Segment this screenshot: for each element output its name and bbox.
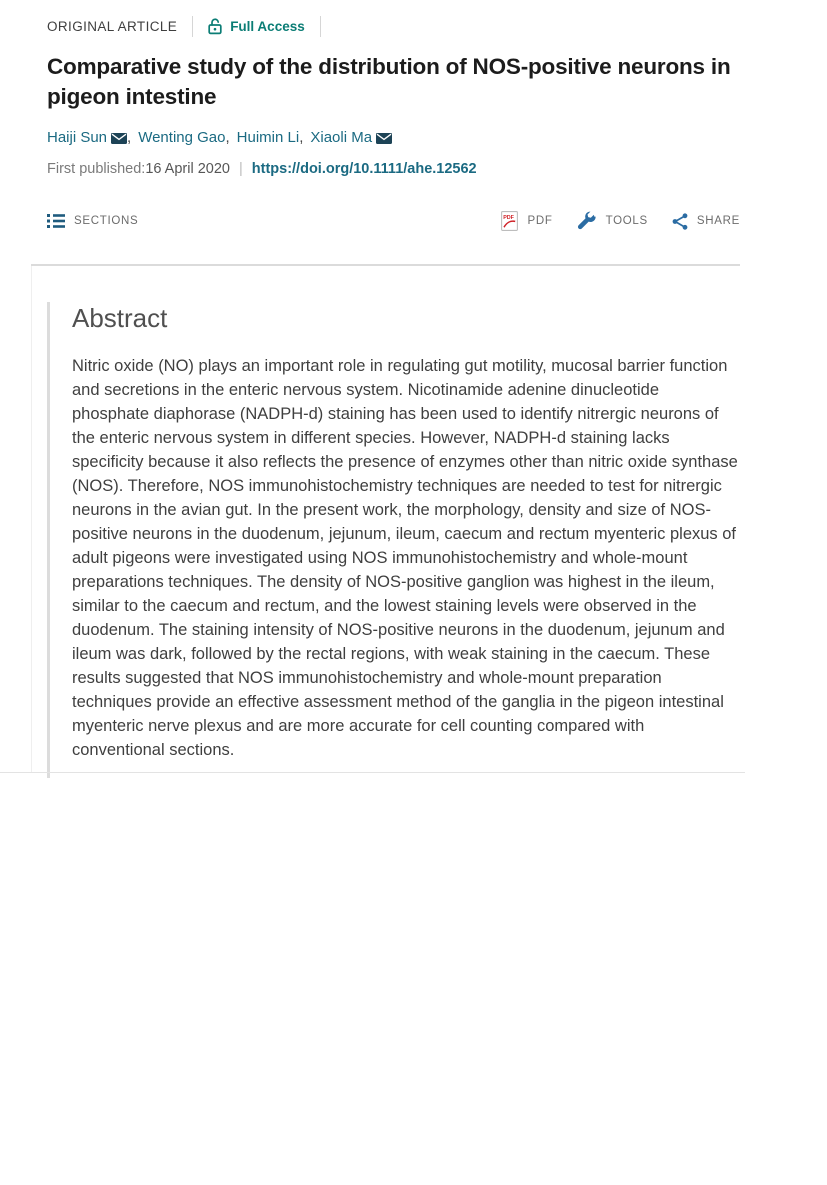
article-header — [0, 15, 827, 233]
sections-list-icon — [47, 214, 65, 228]
author-link[interactable]: Xiaoli Ma — [310, 129, 373, 146]
published-row — [47, 161, 740, 177]
vertical-divider — [320, 16, 321, 37]
email-icon[interactable] — [111, 133, 127, 144]
first-published-label: First published: — [47, 161, 146, 177]
open-lock-icon — [208, 18, 222, 35]
content-left-rail — [31, 266, 32, 772]
first-published-date: 16 April 2020 — [145, 161, 230, 177]
author-separator: , — [225, 129, 230, 146]
sections-label: SECTIONS — [74, 215, 139, 227]
article-type-label: ORIGINAL ARTICLE — [47, 18, 178, 34]
section-divider — [0, 772, 745, 773]
toolbar-divider — [31, 264, 740, 266]
abstract-text: Nitric oxide (NO) plays an important role in regulating gut motility, mucosal barrier function and secretions in the enteric nervous system. Nicotinamide adenine dinucleotide phosphate diaphorase (NADPH-d) staining has been used to identify nitrergic neurons of the enteric nervous system in different species. However, NADPH-d staining lacks specificity because it also reflects the presence of enzymes other than nitric oxide synthase (NOS). Therefore, NOS immunohistochemistry techniques are needed to test for nitrergic neurons in the avian gut. In the present work, the morphology, density and size of NOS-positive neurons in the duodenum, jejunum, ileum, caecum and rectum myenteric plexus of adult pigeons were investigated using NOS immunohistochemistry and whole-mount preparations techniques. The density of NOS-positive ganglion was highest in the ileum, similar to the caecum and rectum, and the lowest staining levels were observed in the duodenum. The staining intensity of NOS-positive neurons in the duodenum, jejunum and ileum was dark, followed by the rectal regions, with weak staining in the caecum. These results suggested that NOS immunohistochemistry and whole-mount preparation techniques provide an effective assessment method of the ganglia in the pigeon intestinal myenteric nerve plexus and are more accurate for cell counting compared with conventional sections. — [72, 357, 738, 759]
svg-text:PDF: PDF — [503, 215, 515, 222]
pdf-label: PDF — [527, 215, 553, 227]
pipe-separator: | — [238, 161, 243, 177]
share-label: SHARE — [696, 215, 740, 227]
wrench-icon — [577, 211, 597, 231]
article-title: Comparative study of the distribution of NOS-positive neurons in pigeon intestine — [47, 54, 731, 109]
email-icon[interactable] — [376, 133, 392, 144]
abstract-heading: Abstract — [72, 303, 168, 333]
toolbar-actions — [501, 211, 740, 231]
pdf-button[interactable] — [501, 211, 552, 231]
author-link[interactable]: Wenting Gao — [138, 129, 226, 146]
author-list — [47, 129, 740, 146]
abstract-section — [47, 302, 740, 778]
pdf-icon — [501, 211, 518, 231]
share-button[interactable] — [672, 213, 740, 230]
sections-button[interactable] — [47, 214, 138, 228]
author-separator: , — [299, 129, 304, 146]
tools-label: TOOLS — [605, 215, 648, 227]
article-toolbar — [47, 209, 740, 233]
author-link[interactable]: Haiji Sun — [47, 129, 108, 146]
full-access-badge[interactable] — [208, 18, 305, 35]
doi-link[interactable]: https://doi.org/10.1111/ahe.12562 — [251, 161, 477, 177]
meta-row — [47, 15, 740, 37]
tools-button[interactable] — [577, 211, 648, 231]
vertical-divider — [192, 16, 193, 37]
full-access-label: Full Access — [230, 18, 305, 34]
author-separator: , — [127, 129, 132, 146]
share-icon — [672, 213, 688, 230]
author-link[interactable]: Huimin Li — [236, 129, 300, 146]
